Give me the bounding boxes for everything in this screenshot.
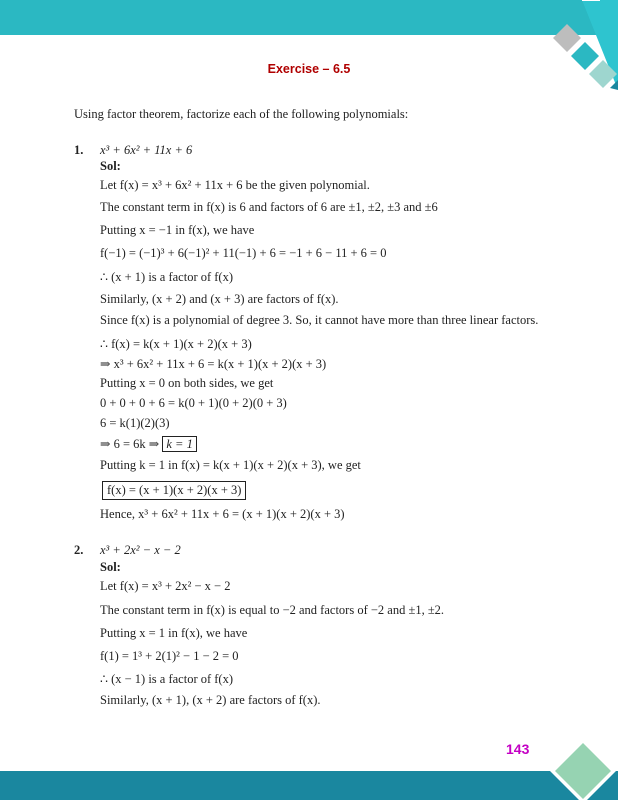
solution-line: Let f(x) = x³ + 2x² − x − 2 xyxy=(100,579,231,593)
exercise-title: Exercise – 6.5 xyxy=(267,62,351,76)
solution-line xyxy=(100,436,197,452)
solution-line: Hence, x³ + 6x² + 11x + 6 = (x + 1)(x + 2)(x + 3) xyxy=(100,507,345,521)
boxed-result: f(x) = (x + 1)(x + 2)(x + 3) xyxy=(102,481,246,500)
question-polynomial: x³ + 6x² + 11x + 6 xyxy=(100,143,193,157)
solution-line: Putting k = 1 in f(x) = k(x + 1)(x + 2)(x + 3), we get xyxy=(100,458,361,472)
solution-line: ∴ (x + 1) is a factor of f(x) xyxy=(100,270,234,284)
sol-label: Sol: xyxy=(100,159,121,173)
solution-line: The constant term in f(x) is equal to −2 and factors of −2 and ±1, ±2. xyxy=(100,603,445,617)
solution-line: ⇒ x³ + 6x² + 11x + 6 = k(x + 1)(x + 2)(x + 3) xyxy=(100,357,327,371)
solution-line: The constant term in f(x) is 6 and factors of 6 are ±1, ±2, ±3 and ±6 xyxy=(100,200,438,214)
header-band xyxy=(0,0,600,35)
solution-line: Putting x = −1 in f(x), we have xyxy=(100,223,255,237)
sol-label: Sol: xyxy=(100,560,121,574)
solution-line: f(1) = 1³ + 2(1)² − 1 − 2 = 0 xyxy=(100,649,239,663)
solution-line: 6 = k(1)(2)(3) xyxy=(100,416,170,430)
solution-line: Similarly, (x + 2) and (x + 3) are factors of f(x). xyxy=(100,292,339,306)
solution-line: Putting x = 0 on both sides, we get xyxy=(100,376,274,390)
solution-line: 0 + 0 + 0 + 6 = k(0 + 1)(0 + 2)(0 + 3) xyxy=(100,396,287,410)
solution-line: Since f(x) is a polynomial of degree 3. So, it cannot have more than three linear factors. xyxy=(100,313,539,327)
question-number: 2. xyxy=(74,543,84,557)
solution-line: Let f(x) = x³ + 6x² + 11x + 6 be the given polynomial. xyxy=(100,178,370,192)
solution-line: f(−1) = (−1)³ + 6(−1)² + 11(−1) + 6 = −1 + 6 − 11 + 6 = 0 xyxy=(100,246,387,260)
solution-line: Similarly, (x + 1), (x + 2) are factors of f(x). xyxy=(100,693,321,707)
question-number: 1. xyxy=(74,143,84,157)
solution-line: ∴ f(x) = k(x + 1)(x + 2)(x + 3) xyxy=(100,337,252,351)
solution-line: Putting x = 1 in f(x), we have xyxy=(100,626,248,640)
solution-line: ∴ (x − 1) is a factor of f(x) xyxy=(100,672,234,686)
intro-text: Using factor theorem, factorize each of the following polynomials: xyxy=(74,107,409,121)
footer-band xyxy=(0,771,618,800)
solution-text: ⇒ 6 = 6k ⇒ xyxy=(100,437,160,451)
corner-decoration-bottom xyxy=(540,738,618,800)
boxed-k-value: k = 1 xyxy=(162,436,196,452)
corner-decoration-top xyxy=(540,0,618,100)
question-polynomial: x³ + 2x² − x − 2 xyxy=(100,543,181,557)
page-number: 143 xyxy=(506,741,530,757)
